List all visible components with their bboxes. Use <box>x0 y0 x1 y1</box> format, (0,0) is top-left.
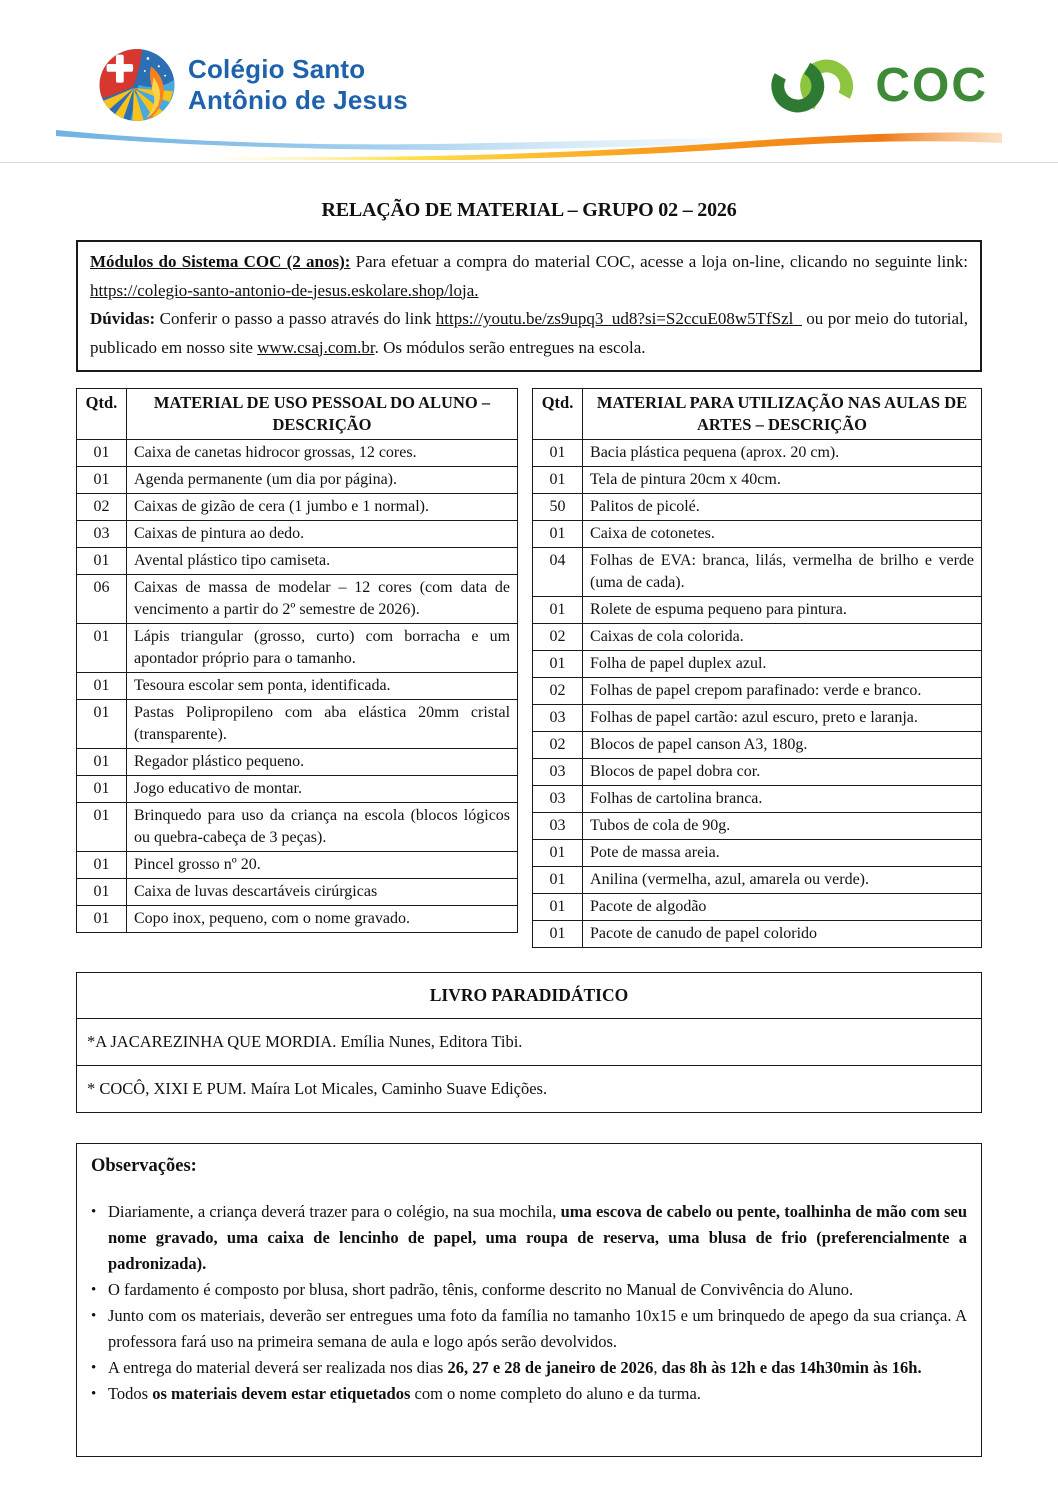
qty-cell: 06 <box>77 575 127 624</box>
desc-cell: Pacote de algodão <box>583 894 982 921</box>
table-row <box>533 921 982 948</box>
desc-cell: Pastas Polipropileno com aba elástica 20mm cristal (transparente). <box>127 700 518 749</box>
qty-cell: 01 <box>533 651 583 678</box>
qty-cell: 03 <box>533 786 583 813</box>
table-row <box>77 749 518 776</box>
table-row <box>77 575 518 624</box>
qty-cell: 50 <box>533 494 583 521</box>
desc-cell: Caixa de canetas hidrocor grossas, 12 cores. <box>127 440 518 467</box>
coc-wordmark: COC <box>875 59 988 112</box>
table-row <box>533 786 982 813</box>
table-row <box>533 732 982 759</box>
qty-cell: 04 <box>533 548 583 597</box>
desc-cell: Tubos de cola de 90g. <box>583 813 982 840</box>
table-row <box>77 624 518 673</box>
qty-cell: 02 <box>533 732 583 759</box>
desc-cell: Agenda permanente (um dia por página). <box>127 467 518 494</box>
table-row <box>533 467 982 494</box>
observation-item <box>91 1277 967 1303</box>
desc-cell: Caixa de cotonetes. <box>583 521 982 548</box>
qty-cell: 01 <box>77 803 127 852</box>
qty-cell: 03 <box>533 759 583 786</box>
desc-cell: Jogo educativo de montar. <box>127 776 518 803</box>
link[interactable]: www.csaj.com.br <box>257 337 375 357</box>
coc-brand <box>769 54 988 118</box>
info-paragraph <box>90 305 968 362</box>
desc-cell: Blocos de papel dobra cor. <box>583 759 982 786</box>
desc-cell: Caixas de gizão de cera (1 jumbo e 1 normal). <box>127 494 518 521</box>
qty-cell: 02 <box>77 494 127 521</box>
paradidatico-title: LIVRO PARADIDÁTICO <box>77 973 981 1019</box>
desc-cell: Folhas de papel crepom parafinado: verde e branco. <box>583 678 982 705</box>
desc-cell: Lápis triangular (grosso, curto) com borracha e um apontador próprio para o tamanho. <box>127 624 518 673</box>
qty-cell: 01 <box>77 548 127 575</box>
qty-cell: 01 <box>77 852 127 879</box>
qty-cell: 01 <box>77 776 127 803</box>
desc-cell: Pote de massa areia. <box>583 840 982 867</box>
qty-cell: 03 <box>533 705 583 732</box>
table-row <box>77 700 518 749</box>
book-entry: *A JACAREZINHA QUE MORDIA. Emília Nunes, Editora Tibi. <box>87 1032 523 1051</box>
desc-cell: Pincel grosso nº 20. <box>127 852 518 879</box>
desc-cell: Caixas de cola colorida. <box>583 624 982 651</box>
observations-box <box>76 1143 982 1457</box>
table-row <box>77 467 518 494</box>
table-row <box>533 813 982 840</box>
qty-header: Qtd. <box>533 389 583 440</box>
decorative-swoosh <box>56 124 1002 160</box>
table-row <box>77 879 518 906</box>
table-header-row <box>533 389 982 440</box>
observation-text: Junto com os materiais, deverão ser entregues uma foto da família no tamanho 10x15 e um brinquedo de apego da sua criança. A professora fará uso na primeira semana de aula e logo após serão devolvidos. <box>108 1306 967 1351</box>
table-row <box>533 840 982 867</box>
table-row <box>533 759 982 786</box>
book-row <box>77 1066 981 1112</box>
table-row <box>533 867 982 894</box>
swoosh-wave-icon <box>56 124 1002 160</box>
qty-header: Qtd. <box>77 389 127 440</box>
observation-item <box>91 1355 967 1381</box>
qty-cell: 01 <box>77 440 127 467</box>
qty-cell: 01 <box>77 467 127 494</box>
qty-cell: 01 <box>533 840 583 867</box>
desc-cell: Regador plástico pequeno. <box>127 749 518 776</box>
info-paragraph-text: Módulos do Sistema COC (2 anos): Para efetuar a compra do material COC, acesse a loja on-line, clicando no seguinte link: https://colegio-santo-antonio-de-jesus.eskolare.shop/loja. <box>90 252 968 300</box>
table-row <box>77 440 518 467</box>
desc-cell: Copo inox, pequeno, com o nome gravado. <box>127 906 518 933</box>
info-paragraph-text: Dúvidas: Conferir o passo a passo através do link https://youtu.be/zs9upq3_ud8?si=S2ccuE08w5TfSzl_ ou por meio do tutorial, publicado em nosso site www.csaj.com.br. Os módulos serão entregues na escola. <box>90 309 968 357</box>
table-row <box>533 624 982 651</box>
qty-cell: 01 <box>77 673 127 700</box>
desc-cell: Palitos de picolé. <box>583 494 982 521</box>
arts-material-table <box>532 388 982 948</box>
observation-item <box>91 1381 967 1407</box>
table-row <box>77 803 518 852</box>
school-name-line2: Antônio de Jesus <box>188 85 408 115</box>
qty-cell: 01 <box>533 467 583 494</box>
desc-cell: Blocos de papel canson A3, 180g. <box>583 732 982 759</box>
desc-cell: Tesoura escolar sem ponta, identificada. <box>127 673 518 700</box>
book-row <box>77 1019 981 1066</box>
desc-cell: Caixas de pintura ao dedo. <box>127 521 518 548</box>
qty-cell: 03 <box>533 813 583 840</box>
desc-cell: Folha de papel duplex azul. <box>583 651 982 678</box>
table-row <box>77 548 518 575</box>
qty-cell: 01 <box>533 521 583 548</box>
qty-cell: 01 <box>533 921 583 948</box>
desc-cell: Folhas de EVA: branca, lilás, vermelha de brilho e verde (uma de cada). <box>583 548 982 597</box>
bullet-icon: • <box>91 1204 97 1220</box>
observation-text: Diariamente, a criança deverá trazer para o colégio, na sua mochila, uma escova de cabelo ou pente, toalhinha de mão com seu nome gravado, uma caixa de lencinho de papel, uma roupa de reserva, uma blusa de frio (preferencialmente a padronizada). <box>108 1202 968 1273</box>
table-row <box>533 651 982 678</box>
header <box>0 0 1058 124</box>
bullet-icon: • <box>91 1360 97 1376</box>
table-row <box>533 705 982 732</box>
link[interactable]: https://youtu.be/zs9upq3_ud8?si=S2ccuE08w5TfSzl_ <box>435 309 802 328</box>
table-row <box>533 548 982 597</box>
qty-cell: 01 <box>77 749 127 776</box>
desc-cell: Bacia plástica pequena (aprox. 20 cm). <box>583 440 982 467</box>
school-name-line1: Colégio Santo <box>188 54 366 84</box>
bullet-icon: • <box>91 1308 97 1324</box>
table-row <box>77 852 518 879</box>
qty-cell: 01 <box>533 597 583 624</box>
desc-header: MATERIAL PARA UTILIZAÇÃO NAS AULAS DE ARTES – DESCRIÇÃO <box>583 389 982 440</box>
qty-cell: 01 <box>77 700 127 749</box>
observations-title: Observações: <box>91 1156 197 1176</box>
qty-cell: 01 <box>77 879 127 906</box>
material-tables <box>76 388 982 948</box>
table-row <box>533 440 982 467</box>
qty-cell: 01 <box>77 624 127 673</box>
table-row <box>533 678 982 705</box>
desc-cell: Pacote de canudo de papel colorido <box>583 921 982 948</box>
observation-text: A entrega do material deverá ser realizada nos dias 26, 27 e 28 de janeiro de 2026, das 8h às 12h e das 14h30min às 16h. <box>108 1358 922 1377</box>
observation-text: Todos os materiais devem estar etiquetados com o nome completo do aluno e da turma. <box>108 1384 701 1403</box>
qty-cell: 01 <box>533 440 583 467</box>
desc-cell: Rolete de espuma pequeno para pintura. <box>583 597 982 624</box>
table-row <box>533 494 982 521</box>
qty-cell: 01 <box>533 867 583 894</box>
school-name <box>188 54 408 116</box>
table-row <box>77 494 518 521</box>
qty-cell: 02 <box>533 624 583 651</box>
desc-header: MATERIAL DE USO PESSOAL DO ALUNO – DESCRIÇÃO <box>127 389 518 440</box>
table-row <box>77 673 518 700</box>
desc-cell: Folhas de cartolina branca. <box>583 786 982 813</box>
table-row <box>77 521 518 548</box>
desc-cell: Brinquedo para uso da criança na escola (blocos lógicos ou quebra-cabeça de 3 peças). <box>127 803 518 852</box>
desc-cell: Caixas de massa de modelar – 12 cores (com data de vencimento a partir do 2º semestre de 2026). <box>127 575 518 624</box>
purchase-info-box <box>76 240 982 372</box>
info-paragraph <box>90 248 968 305</box>
desc-cell: Avental plástico tipo camiseta. <box>127 548 518 575</box>
desc-cell: Anilina (vermelha, azul, amarela ou verde). <box>583 867 982 894</box>
book-entry: * COCÔ, XIXI E PUM. Maíra Lot Micales, Caminho Suave Edições. <box>87 1079 548 1098</box>
table-header-row <box>77 389 518 440</box>
page-title: RELAÇÃO DE MATERIAL – GRUPO 02 – 2026 <box>321 199 737 221</box>
table-row <box>533 597 982 624</box>
school-logo-icon <box>96 46 178 124</box>
paradidatico-box <box>76 972 982 1113</box>
personal-material-table <box>76 388 518 933</box>
observation-item <box>91 1303 967 1355</box>
bullet-icon: • <box>91 1282 97 1298</box>
school-brand <box>96 46 408 124</box>
bullet-icon: • <box>91 1386 97 1402</box>
desc-cell: Folhas de papel cartão: azul escuro, preto e laranja. <box>583 705 982 732</box>
desc-cell: Tela de pintura 20cm x 40cm. <box>583 467 982 494</box>
table-row <box>77 776 518 803</box>
observation-text: O fardamento é composto por blusa, short padrão, tênis, conforme descrito no Manual de Convivência do Aluno. <box>108 1280 854 1299</box>
coc-logo-icon <box>769 54 865 118</box>
table-row <box>533 894 982 921</box>
qty-cell: 01 <box>533 894 583 921</box>
qty-cell: 03 <box>77 521 127 548</box>
table-row <box>533 521 982 548</box>
table-row <box>77 906 518 933</box>
divider-line <box>0 162 1058 163</box>
desc-cell: Caixa de luvas descartáveis cirúrgicas <box>127 879 518 906</box>
qty-cell: 02 <box>533 678 583 705</box>
qty-cell: 01 <box>77 906 127 933</box>
link[interactable]: https://colegio-santo-antonio-de-jesus.eskolare.shop/loja. <box>90 280 479 300</box>
observation-item <box>91 1199 967 1277</box>
